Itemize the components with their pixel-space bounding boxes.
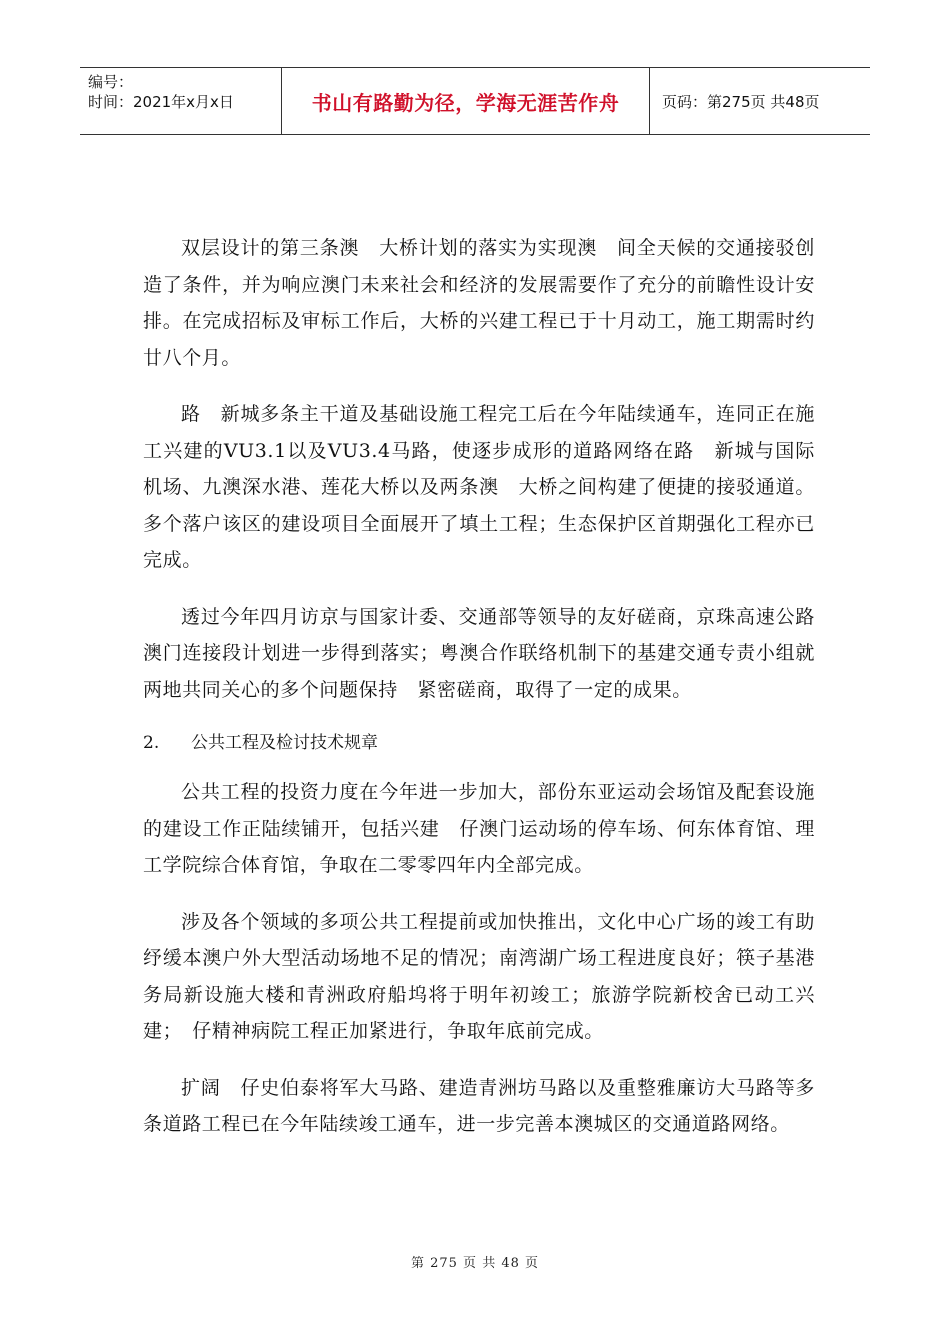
body-paragraph: 双层设计的第三条澳 大桥计划的落实为实现澳 间全天候的交通接驳创造了条件，并为响应澳门未来社会和经济的发展需要作了充分的前瞻性设计安排。在完成招标及审标工作后，大桥的兴建工程已于十月动工，施工期需时约廿八个月。 xyxy=(143,237,815,369)
section-number: 2. xyxy=(143,733,160,753)
body-paragraph: 公共工程的投资力度在今年进一步加大，部份东亚运动会场馆及配套设施的建设工作正陆续铺开，包括兴建 仔澳门运动场的停车场、何东体育馆、理工学院综合体育馆，争取在二零零四年内全部完成。 xyxy=(143,781,815,876)
document-body xyxy=(143,230,815,1143)
document-number-label: 编号： xyxy=(88,73,134,91)
document-time: 时间：2021年x月x日 xyxy=(88,93,234,111)
header-page-info: 页码：第275页 共48页 xyxy=(662,92,820,111)
body-paragraph: 扩阔 仔史伯泰将军大马路、建造青洲坊马路以及重整雅廉访大马路等多条道路工程已在今年陆续竣工通车，进一步完善本澳城区的交通道路网络。 xyxy=(143,1076,815,1135)
section-heading xyxy=(143,728,815,758)
section-title: 公共工程及检讨技术规章 xyxy=(191,733,378,753)
header-meta xyxy=(80,68,282,134)
header-motto: 书山有路勤为径，学海无涯苦作舟 xyxy=(282,68,650,134)
body-paragraph: 透过今年四月访京与国家计委、交通部等领导的友好磋商，京珠高速公路澳门连接段计划进一步得到落实；粤澳合作联络机制下的基建交通专责小组就两地共同关心的多个问题保持 紧密磋商，取得了一定的成果。 xyxy=(143,605,815,701)
body-paragraph: 涉及各个领域的多项公共工程提前或加快推出，文化中心广场的竣工有助纾缓本澳户外大型活动场地不足的情况；南湾湖广场工程进度良好；筷子基港务局新设施大楼和青洲政府船坞将于明年初竣工；旅游学院新校舍已动工兴建； 仔精神病院工程正加紧进行，争取年底前完成。 xyxy=(143,910,815,1042)
page-footer: 第 275 页 共 48 页 xyxy=(410,1256,540,1271)
page-header xyxy=(80,67,870,135)
body-paragraph: 路 新城多条主干道及基础设施工程完工后在今年陆续通车，连同正在施工兴建的VU3.1以及VU3.4马路，使逐步成形的道路网络在路 新城与国际机场、九澳深水港、莲花大桥以及两条澳 大桥之间构建了便捷的接驳通道。多个落户该区的建设项目全面展开了填土工程；生态保护区首期强化工程亦已完成。 xyxy=(143,403,815,571)
